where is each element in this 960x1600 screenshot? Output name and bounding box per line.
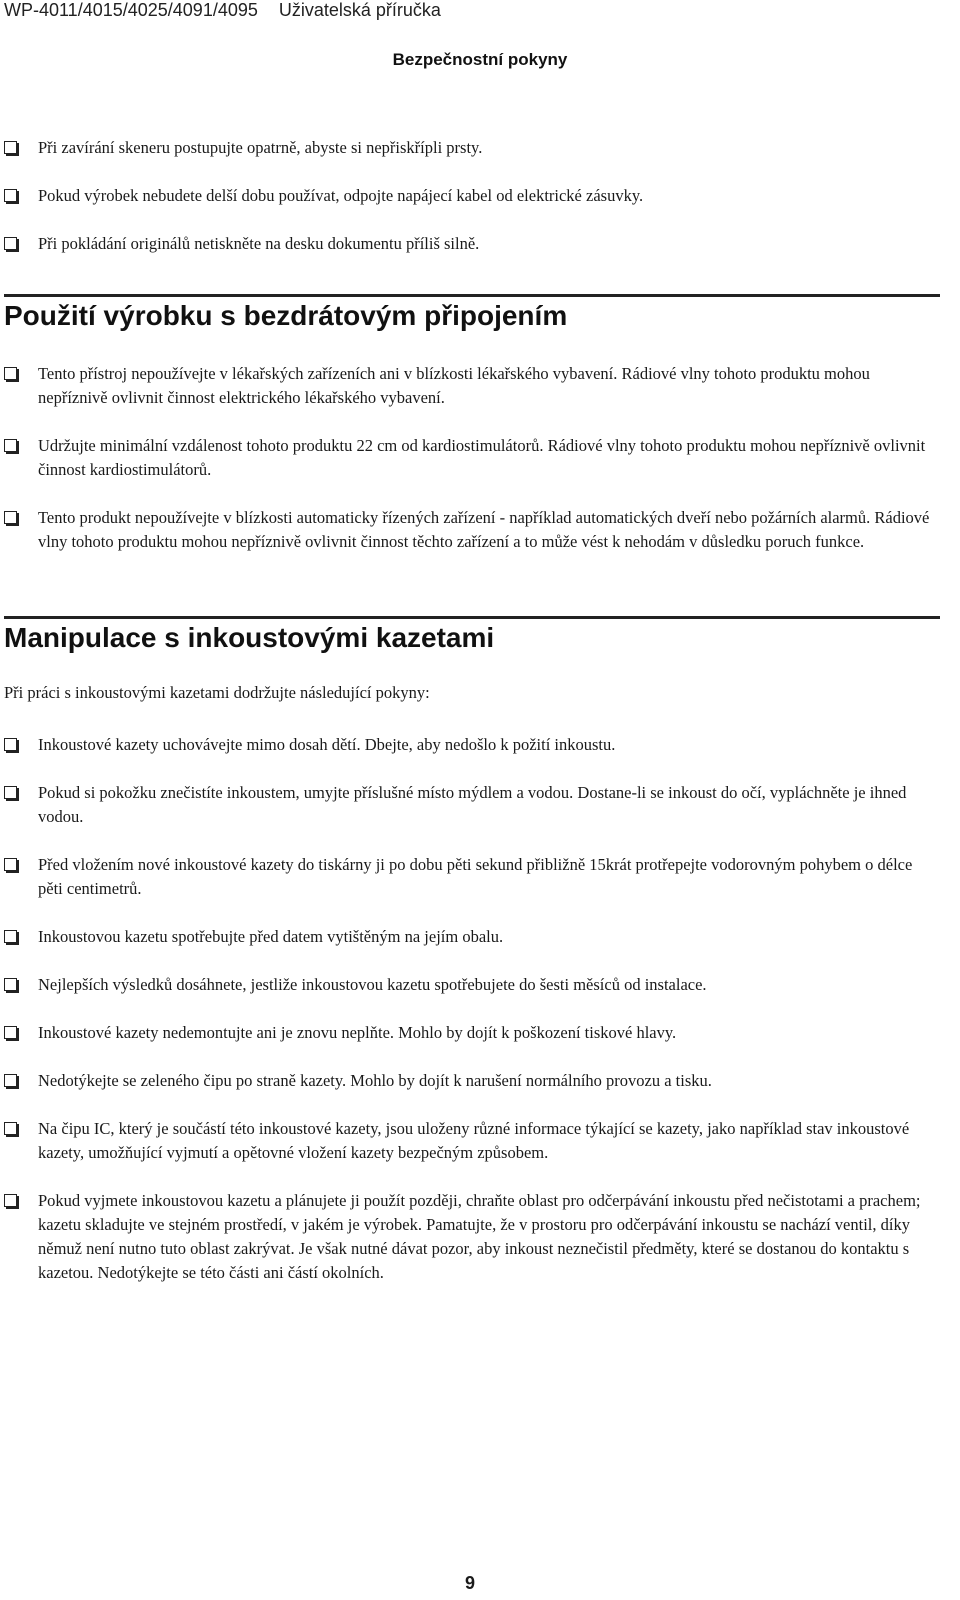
running-header bbox=[4, 0, 457, 21]
checkbox-bullet-icon bbox=[4, 1194, 17, 1207]
list-item: Udržujte minimální vzdálenost tohoto produktu 22 cm od kardiostimulátorů. Rádiové vlny tohoto produktu mohou nepříznivě ovlivnit činnost kardiostimulátorů. bbox=[0, 434, 940, 482]
checkbox-bullet-icon bbox=[4, 1074, 17, 1087]
header-guide: Uživatelská příručka bbox=[278, 0, 441, 20]
list-item: Při zavírání skeneru postupujte opatrně, abyste si nepřiskřípli prsty. bbox=[0, 136, 940, 160]
checkbox-bullet-icon bbox=[4, 367, 17, 380]
wireless-safety-list bbox=[0, 362, 940, 578]
section-label: Bezpečnostní pokyny bbox=[392, 50, 568, 69]
ink-intro: Při práci s inkoustovými kazetami dodržujte následující pokyny: bbox=[4, 683, 430, 702]
list-item: Tento přístroj nepoužívejte v lékařských zařízeních ani v blízkosti lékařského vybavení. Rádiové vlny tohoto produktu mohou nepříznivě ovlivnit činnost elektrického lékařského vybavení. bbox=[0, 362, 940, 410]
checkbox-bullet-icon bbox=[4, 439, 17, 452]
checkbox-bullet-icon bbox=[4, 978, 17, 991]
list-item: Inkoustovou kazetu spotřebujte před datem vytištěným na jejím obalu. bbox=[0, 925, 940, 949]
list-item: Pokud si pokožku znečistíte inkoustem, umyjte příslušné místo mýdlem a vodou. Dostane-li se inkoust do očí, vypláchněte je ihned vodou. bbox=[0, 781, 940, 829]
checkbox-bullet-icon bbox=[4, 786, 17, 799]
list-item: Pokud výrobek nebudete delší dobu používat, odpojte napájecí kabel od elektrické zásuvky. bbox=[0, 184, 940, 208]
list-item: Před vložením nové inkoustové kazety do tiskárny ji po dobu pěti sekund přibližně 15krát protřepejte vodorovným pohybem o délce pěti centimetrů. bbox=[0, 853, 940, 901]
list-item: Při pokládání originálů netiskněte na desku dokumentu příliš silně. bbox=[0, 232, 940, 256]
checkbox-bullet-icon bbox=[4, 237, 17, 250]
checkbox-bullet-icon bbox=[4, 858, 17, 871]
list-item: Inkoustové kazety nedemontujte ani je znovu neplňte. Mohlo by dojít k poškození tiskové hlavy. bbox=[0, 1021, 940, 1045]
page-number: 9 bbox=[464, 1573, 475, 1593]
checkbox-bullet-icon bbox=[4, 511, 17, 524]
list-item: Nejlepších výsledků dosáhnete, jestliže inkoustovou kazetu spotřebujete do šesti měsíců od instalace. bbox=[0, 973, 940, 997]
checkbox-bullet-icon bbox=[4, 189, 17, 202]
wireless-heading: Použití výrobku s bezdrátovým připojením bbox=[4, 300, 568, 331]
checkbox-bullet-icon bbox=[4, 141, 17, 154]
list-item: Nedotýkejte se zeleného čipu po straně kazety. Mohlo by dojít k narušení normálního provozu a tisku. bbox=[0, 1069, 940, 1093]
section-divider bbox=[4, 616, 940, 619]
ink-heading: Manipulace s inkoustovými kazetami bbox=[4, 622, 495, 653]
list-item: Pokud vyjmete inkoustovou kazetu a plánujete ji použít později, chraňte oblast pro odčerpávání inkoustu před nečistotami a prachem; kazetu skladujte ve stejném prostředí, v jakém je výrobek. Pamatujte, že v prostoru pro odčerpávání inkoustu se nachází ventil, díky němuž není nutno tuto oblast zakrývat. Je však nutné dávat pozor, aby inkoust neznečistil předměty, které se dostanou do kontaktu s kazetou. Nedotýkejte se této části ani částí okolních. bbox=[0, 1189, 940, 1285]
ink-safety-list bbox=[0, 733, 940, 1309]
checkbox-bullet-icon bbox=[4, 1026, 17, 1039]
list-item: Tento produkt nepoužívejte v blízkosti automaticky řízených zařízení - například automatických dveří nebo požárních alarmů. Rádiové vlny tohoto produktu mohou nepříznivě ovlivnit činnost těchto zařízení a to může vést k nehodám v důsledku poruch funkce. bbox=[0, 506, 940, 554]
list-item: Inkoustové kazety uchovávejte mimo dosah dětí. Dbejte, aby nedošlo k požití inkoustu. bbox=[0, 733, 940, 757]
general-safety-list bbox=[0, 136, 940, 280]
section-divider bbox=[4, 294, 940, 297]
checkbox-bullet-icon bbox=[4, 738, 17, 751]
list-item: Na čipu IC, který je součástí této inkoustové kazety, jsou uloženy různé informace týkající se kazety, jako například stav inkoustové kazety, umožňující vyjmutí a opětovné vložení kazety bezpečným způsobem. bbox=[0, 1117, 940, 1165]
header-model: WP-4011/4015/4025/4091/4095 bbox=[4, 0, 258, 20]
checkbox-bullet-icon bbox=[4, 1122, 17, 1135]
checkbox-bullet-icon bbox=[4, 930, 17, 943]
